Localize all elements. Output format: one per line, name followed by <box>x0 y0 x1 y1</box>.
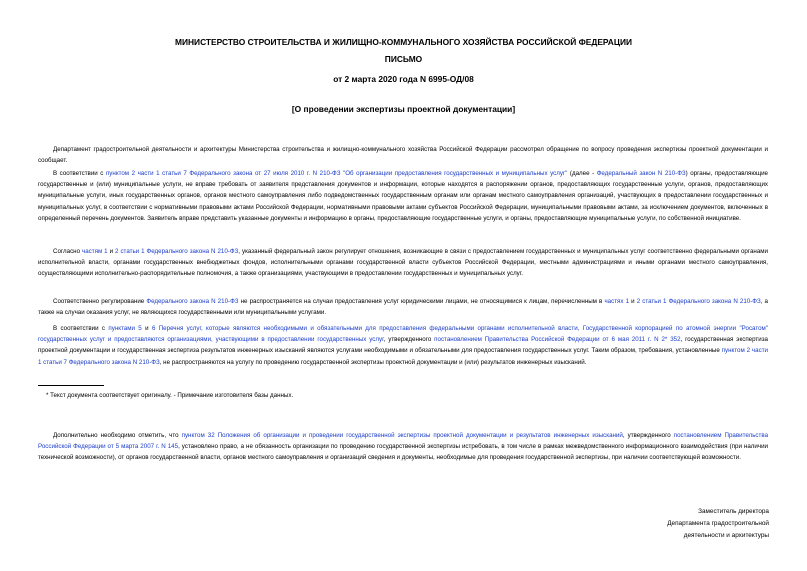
paragraph-text: Соответственно регулирование <box>53 298 147 305</box>
government-decree-145-link[interactable]: постановлением Правительства Российской Федерации от 5 марта 2007 г. N 145 <box>38 432 769 451</box>
paragraph-text: , а также на случаи оказания услуг, не являющихся государственными или муниципальными услугами. <box>38 298 768 317</box>
paragraph-text: В соответствии с <box>53 325 109 332</box>
parts-1-link[interactable]: частях 1 <box>604 298 630 305</box>
paragraph-text: Департамент градостроительной деятельности и архитектуры Министерства строительства и жилищно-коммунального хозяйства Российской Федерации рассмотрел обращение по вопросу проведения экспертизы проектной документации и сообщает. <box>38 146 768 165</box>
paragraph-text: Дополнительно необходимо отметить, что <box>53 432 182 439</box>
document-type: ПИСЬМО <box>384 54 423 64</box>
paragraph-text: Согласно <box>53 248 83 255</box>
paragraph-1 <box>38 144 768 166</box>
paragraph-text: , установлено право, а не обязанность организации по проведению государственной экспертизы истребовать, в том числе в рамках межведомственного информационного взаимодействия (при наличии технической возможности), от органов государственной власти, органов местного самоуправления и организаций сведения и документы, необходимые для проведения государственной экспертизы, при наличии соответствующей возможности. <box>38 443 768 462</box>
document-date-number: от 2 марта 2020 года N 6995-ОД/08 <box>333 74 474 84</box>
law-210-link[interactable]: Федеральный закон N 210-ФЗ <box>596 170 686 177</box>
signature-position: Заместитель директора <box>698 508 769 515</box>
paragraph-6 <box>38 430 768 464</box>
paragraph-3 <box>38 246 768 280</box>
paragraph-4 <box>38 296 768 318</box>
paragraph-text: и <box>629 298 637 305</box>
footnote-divider <box>38 385 104 386</box>
law-210-article-7-link[interactable]: пунктом 2 части 1 статьи 7 Федерального закона от 27 июля 2010 г. N 210-ФЗ "Об организации предоставления государственных и муниципальных услуг" <box>105 170 568 177</box>
paragraph-text: , утвержденного <box>622 432 674 439</box>
parts-1-link[interactable]: частям 1 <box>82 248 108 255</box>
document-subject: [О проведении экспертизы проектной документации] <box>291 104 516 114</box>
paragraph-text: , не распространяются на услугу по проведению государственной экспертизы проектной документации и (или) результатов инженерных изысканий. <box>159 358 587 366</box>
law-210-article-1-link[interactable]: 2 статьи 1 Федерального закона N 210-ФЗ <box>115 248 239 255</box>
regulation-point-32-link[interactable]: пунктом 32 Положения об организации и проведении государственной экспертизы проектной документации и результатов инженерных изысканий <box>181 432 623 439</box>
paragraph-text: (далее - <box>567 170 597 177</box>
paragraph-text: , утвержденного <box>383 336 435 344</box>
paragraph-text: , государственная экспертиза проектной документации и государственная экспертиза результатов инженерных изысканий являются услугами необходимыми и обязательными для предоставления государственных услуг. Таким образом, требования, установленные <box>38 336 768 355</box>
signature-block <box>667 506 769 542</box>
paragraph-text: и <box>107 248 116 255</box>
paragraph-text: не распространяется на случаи предоставления услуг юридическими лицами, не относящимися к лицам, перечисленным в <box>238 298 605 305</box>
paragraph-text: и <box>141 325 152 332</box>
paragraph-2 <box>38 168 768 224</box>
services-list-link[interactable]: 6 Перечня услуг, которые являются необходимыми и обязательными для предоставления федеральными органами исполнительной власти, Государственной корпорацией по атомной энергии "Росатом" государственных услуг и предоставляются организациями, участвующими в предоставлении государственных услуг <box>38 325 768 344</box>
government-decree-352-link[interactable]: постановлением Правительства Российской Федерации от 6 мая 2011 г. N 2* 352 <box>434 336 681 344</box>
paragraph-text: ) органы, предоставляющие государственные и (или) муниципальные услуги, не вправе требовать от заявителя представления документов и информации, которые находятся в распоряжении органов, предоставляющих государственные услуги, органов, предоставляющих муниципальные услуги, иных государственных органов, органов местного самоуправления либо подведомственных государственным органам или органам местного самоуправления организаций, участвующих в предоставлении государственных и муниципальных услуг, в соответствии с нормативными правовыми актами Российской Федерации, нормативными правовыми актами субъектов Российской Федерации, муниципальными правовыми актами, за исключением документов, включенных в определенный перечень документов. Заявитель вправе представить указанные документы и информацию в органы, предоставляющие государственные услуги, и органы, предоставляющие муниципальные услуги, по собственной инициативе. <box>38 170 768 222</box>
points-5-link[interactable]: пунктами 5 <box>108 325 142 332</box>
footnote: * Текст документа соответствует оригиналу. - Примечание изготовителя базы данных. <box>46 392 294 399</box>
law-210-link[interactable]: Федерального закона N 210-ФЗ <box>146 298 239 305</box>
signature-department-cont: деятельности и архитектуры <box>683 532 769 539</box>
law-210-article-7-link[interactable]: пунктом 2 части 1 статьи 7 Федерального закона N 210-ФЗ <box>38 347 768 366</box>
paragraph-text: В соответствии с <box>53 170 106 177</box>
signature-department: Департамента градостроительной <box>667 520 769 527</box>
ministry-heading: МИНИСТЕРСТВО СТРОИТЕЛЬСТВА И ЖИЛИЩНО-КОММУНАЛЬНОГО ХОЗЯЙСТВА РОССИЙСКОЙ ФЕДЕРАЦИИ <box>175 37 632 47</box>
law-210-article-1-link[interactable]: 2 статьи 1 Федерального закона N 210-ФЗ <box>636 298 761 305</box>
paragraph-text: , указанный федеральный закон регулирует отношения, возникающие в связи с предоставлением государственных и муниципальных услуг соответственно федеральными органами исполнительной власти, органами государственных внебюджетных фондов, исполнительными органами государственной власти субъектов Российской Федерации, местными администрациями и иными органами местного самоуправления, осуществляющими исполнительно-распорядительные полномочия, а также организациями, участвующими в предоставлении государственных и муниципальных услуг. <box>38 248 768 278</box>
paragraph-5 <box>38 323 768 368</box>
